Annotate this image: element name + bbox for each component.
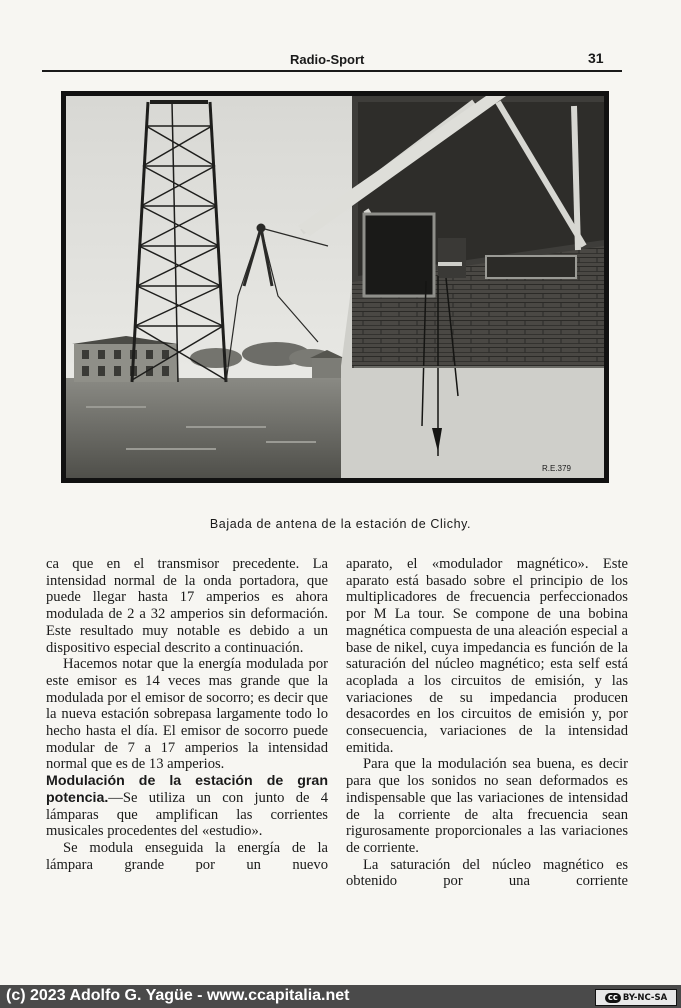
creative-commons-icon: cc [605,993,621,1003]
page-header [42,46,622,72]
body-paragraph: Para que la modulación sea buena, es decir para que los sonidos no sean deformados es indispensable que las variaciones de intensidad de la corriente de alta frecuencia sean rigurosamente proporcionales a las variaciones de corriente. [346,756,628,856]
text-column-left [46,556,328,873]
body-paragraph: La saturación del núcleo magnético es obtenido por una corriente [346,856,628,890]
body-paragraph: aparato, el «modulador magnético». Este aparato está basado sobre el principio de los multiplicadores de frecuencia perfeccionados por M La tour. Se compone de una bobina magnética compuesta de una aleación especial a base de nikel, cuya impedancia es función de la saturación del núcleo magnético; esta self está acoplada a los circuitos de emisión, y las variaciones de su impedancia producen desacordes en los circuitos de emisión y, por consecuencia, variaciones de la intensidad emitida. [346,556,628,756]
section-text: —Se utiliza un con junto de 4 lámparas que amplifican las corrientes musicales procedentes del «estudio». [46,789,328,840]
plate-mark: R.E.379 [542,464,571,473]
section-paragraph [46,773,328,840]
antenna-photo [66,96,604,478]
header-rule [42,70,622,72]
body-paragraph: Se modula enseguida la energía de la lámpara grande por un nuevo [46,839,328,873]
body-paragraph: ca que en el transmisor precedente. La intensidad normal de la onda portadora, que puede llegar hasta 17 amperios es ahora modulada de 2 a 32 amperios sin deformación. Este resultado muy notable es debido a un dispositivo especial descrito a continuación. [46,556,328,656]
license-label: BY-NC-SA [622,992,668,1003]
copyright-text: (c) 2023 Adolfo G. Yagüe - www.ccapitalia.net [6,987,350,1004]
running-title: Radio-Sport [290,52,365,67]
copyright-footer [0,985,681,1008]
section-heading: Modulación de la estación de gran potencia. [46,773,328,806]
text-column-right [346,556,628,890]
figure-caption: Bajada de antena de la estación de Clichy. [209,517,472,531]
body-paragraph: Hacemos notar que la energía modulada por este emisor es 14 veces mas grande que la modulada por el emisor de socorro; es decir que la nueva estación sobrepasa largamente todo lo hecho hasta el día. El emisor de socorro puede modular de 7 a 17 amperios la intensidad normal que es de 13 amperios. [46,656,328,773]
photo-frame [61,91,609,483]
license-badge[interactable] [595,989,677,1006]
page-number: 31 [588,50,604,66]
